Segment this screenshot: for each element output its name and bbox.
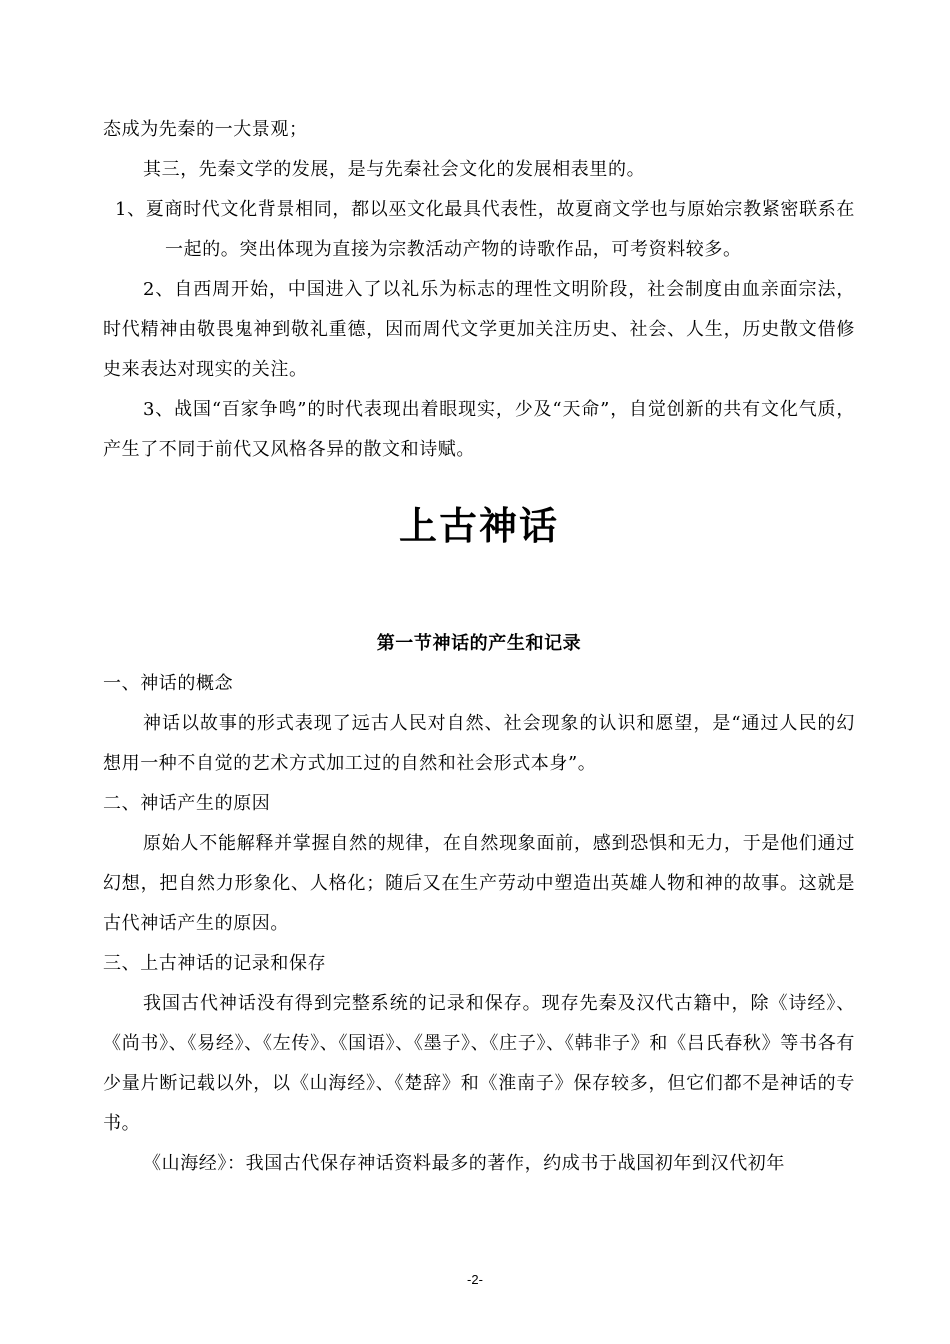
paragraph-shanhaijing: 《山海经》：我国古代保存神话资料最多的著作，约成书于战国初年到汉代初年 xyxy=(143,1153,785,1174)
paragraph-point-three: 其三，先秦文学的发展，是与先秦社会文化的发展相表里的。 xyxy=(143,159,646,180)
chapter-title: 上古神话 xyxy=(398,503,559,548)
page-number: -2- xyxy=(467,1272,483,1287)
paragraph-origin: 原始人不能解释并掌握自然的规律，在自然现象面前，感到恐惧和无力，于是他们通过幻想，把自然力形象化、人格化；随后又在生产劳动中塑造出英雄人物和神的故事。这就是古代神话产生的原因。 xyxy=(103,833,855,934)
paragraph-records: 我国古代神话没有得到完整系统的记录和保存。现存先秦及汉代古籍中，除《诗经》、《尚书》、《易经》、《左传》、《国语》、《墨子》、《庄子》、《韩非子》和《吕氏春秋》等书各有少量片断记载以外，以《山海经》、《楚辞》和《淮南子》保存较多，但它们都不是神话的专书。 xyxy=(103,993,855,1134)
paragraph-item-1: 1、夏商时代文化背景相同，都以巫文化最具代表性，故夏商文学也与原始宗教紧密联系在一起的。突出体现为直接为宗教活动产物的诗歌作品，可考资料较多。 xyxy=(115,199,855,260)
paragraph-item-2: 2、自西周开始，中国进入了以礼乐为标志的理性文明阶段，社会制度由血亲面宗法，时代精神由敬畏鬼神到敬礼重德，因而周代文学更加关注历史、社会、人生，历史散文借修史来表达对现实的关注。 xyxy=(103,279,855,380)
document-page xyxy=(103,110,855,1184)
paragraph-continuation: 态成为先秦的一大景观； xyxy=(103,119,308,140)
subheading-concept: 一、神话的概念 xyxy=(103,673,234,694)
subheading-records: 三、上古神话的记录和保存 xyxy=(103,953,327,974)
paragraph-concept: 神话以故事的形式表现了远古人民对自然、社会现象的认识和愿望，是“通过人民的幻想用一种不自觉的艺术方式加工过的自然和社会形式本身”。 xyxy=(103,713,855,774)
section-title: 第一节神话的产生和记录 xyxy=(376,633,582,654)
paragraph-item-3: 3、战国“百家争鸣”的时代表现出着眼现实，少及“天命”，自觉创新的共有文化气质，产生了不同于前代又风格各异的散文和诗赋。 xyxy=(103,399,855,460)
subheading-origin: 二、神话产生的原因 xyxy=(103,793,271,814)
